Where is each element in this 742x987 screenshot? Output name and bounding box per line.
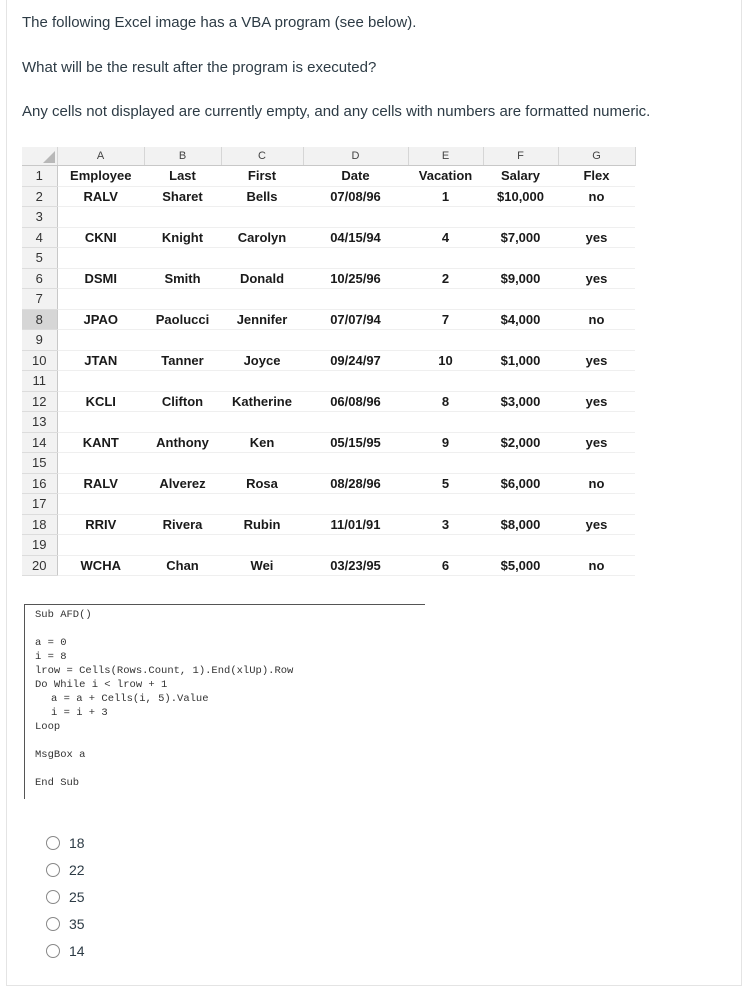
sheet-cell: RALV	[57, 186, 144, 207]
sheet-cell: $9,000	[483, 268, 558, 289]
sheet-cell: Clifton	[144, 391, 221, 412]
sheet-cell	[221, 453, 303, 474]
sheet-row	[22, 166, 635, 187]
sheet-cell	[303, 330, 408, 351]
sheet-row	[22, 289, 635, 310]
answer-option-1[interactable]	[46, 833, 85, 853]
sheet-row	[22, 227, 635, 248]
sheet-cell: $8,000	[483, 514, 558, 535]
sheet-cell	[558, 412, 635, 433]
sheet-cell	[483, 535, 558, 556]
row-header: 13	[22, 412, 57, 433]
sheet-cell: yes	[558, 432, 635, 453]
sheet-cell	[558, 535, 635, 556]
row-header: 6	[22, 268, 57, 289]
row-header: 3	[22, 207, 57, 228]
sheet-row	[22, 186, 635, 207]
sheet-cell	[483, 248, 558, 269]
sheet-cell: RRIV	[57, 514, 144, 535]
sheet-cell	[57, 371, 144, 392]
sheet-cell	[57, 330, 144, 351]
sheet-cell	[57, 248, 144, 269]
sheet-cell: 10/25/96	[303, 268, 408, 289]
question-line-3: Any cells not displayed are currently empty, and any cells with numbers are formatted numeric.	[22, 103, 651, 120]
sheet-row	[22, 391, 635, 412]
sheet-cell	[144, 453, 221, 474]
sheet-cell	[408, 330, 483, 351]
row-header: 1	[22, 166, 57, 187]
sheet-cell	[144, 535, 221, 556]
sheet-cell	[57, 207, 144, 228]
sheet-cell: $3,000	[483, 391, 558, 412]
sheet-cell: WCHA	[57, 555, 144, 576]
sheet-cell: 07/08/96	[303, 186, 408, 207]
sheet-cell	[558, 453, 635, 474]
sheet-cell: yes	[558, 268, 635, 289]
sheet-cell	[221, 248, 303, 269]
sheet-cell: $2,000	[483, 432, 558, 453]
column-header-d: D	[303, 147, 408, 166]
sheet-cell	[483, 453, 558, 474]
sheet-cell	[408, 207, 483, 228]
sheet-cell	[483, 371, 558, 392]
sheet-cell: KCLI	[57, 391, 144, 412]
sheet-cell	[144, 289, 221, 310]
vba-code-image	[24, 604, 425, 799]
sheet-cell	[144, 207, 221, 228]
sheet-cell: 6	[408, 555, 483, 576]
sheet-cell	[144, 371, 221, 392]
sheet-cell: 8	[408, 391, 483, 412]
header-cell: Employee	[57, 166, 144, 187]
sheet-cell: 06/08/96	[303, 391, 408, 412]
sheet-cell	[221, 371, 303, 392]
header-cell: Flex	[558, 166, 635, 187]
sheet-cell: Jennifer	[221, 309, 303, 330]
sheet-row	[22, 535, 635, 556]
sheet-cell: CKNI	[57, 227, 144, 248]
sheet-cell	[303, 453, 408, 474]
sheet-cell: Paolucci	[144, 309, 221, 330]
sheet-cell	[303, 494, 408, 515]
radio-button[interactable]	[46, 836, 60, 850]
sheet-cell: Alverez	[144, 473, 221, 494]
sheet-row	[22, 207, 635, 228]
column-header-f: F	[483, 147, 558, 166]
radio-button[interactable]	[46, 890, 60, 904]
sheet-row	[22, 555, 635, 576]
sheet-cell: Sharet	[144, 186, 221, 207]
sheet-row	[22, 350, 635, 371]
sheet-cell	[408, 289, 483, 310]
sheet-cell: yes	[558, 350, 635, 371]
sheet-cell: 3	[408, 514, 483, 535]
row-header: 20	[22, 555, 57, 576]
sheet-row	[22, 514, 635, 535]
code-line: lrow = Cells(Rows.Count, 1).End(xlUp).Row	[35, 665, 294, 677]
sheet-cell	[483, 207, 558, 228]
sheet-cell	[144, 330, 221, 351]
row-header: 7	[22, 289, 57, 310]
sheet-cell: $7,000	[483, 227, 558, 248]
sheet-cell: Knight	[144, 227, 221, 248]
sheet-cell: no	[558, 473, 635, 494]
sheet-cell: Bells	[221, 186, 303, 207]
row-header: 10	[22, 350, 57, 371]
row-header: 5	[22, 248, 57, 269]
row-header: 15	[22, 453, 57, 474]
sheet-cell	[303, 289, 408, 310]
sheet-cell	[144, 412, 221, 433]
sheet-cell: Anthony	[144, 432, 221, 453]
option-label: 22	[69, 862, 85, 878]
sheet-row	[22, 248, 635, 269]
sheet-cell: RALV	[57, 473, 144, 494]
sheet-cell	[408, 453, 483, 474]
sheet-row	[22, 268, 635, 289]
sheet-cell: 2	[408, 268, 483, 289]
sheet-cell	[303, 412, 408, 433]
sheet-cell	[144, 494, 221, 515]
sheet-row	[22, 453, 635, 474]
row-header: 14	[22, 432, 57, 453]
row-header: 16	[22, 473, 57, 494]
sheet-cell: Ken	[221, 432, 303, 453]
option-label: 14	[69, 943, 85, 959]
code-line: Loop	[35, 721, 61, 733]
sheet-row	[22, 412, 635, 433]
sheet-cell	[57, 535, 144, 556]
row-header: 9	[22, 330, 57, 351]
sheet-cell: yes	[558, 227, 635, 248]
sheet-cell	[408, 412, 483, 433]
sheet-cell: Rubin	[221, 514, 303, 535]
sheet-cell: no	[558, 186, 635, 207]
sheet-row	[22, 309, 635, 330]
sheet-cell: Joyce	[221, 350, 303, 371]
row-header: 18	[22, 514, 57, 535]
sheet-cell	[303, 535, 408, 556]
sheet-cell: yes	[558, 391, 635, 412]
radio-button[interactable]	[46, 863, 60, 877]
row-header: 12	[22, 391, 57, 412]
sheet-cell: $5,000	[483, 555, 558, 576]
sheet-cell	[558, 494, 635, 515]
code-line: i = i + 3	[51, 707, 108, 719]
code-line: a = 0	[35, 637, 67, 649]
sheet-cell	[57, 494, 144, 515]
sheet-cell: no	[558, 555, 635, 576]
sheet-cell: $4,000	[483, 309, 558, 330]
radio-button[interactable]	[46, 917, 60, 931]
sheet-cell	[558, 330, 635, 351]
question-line-1: The following Excel image has a VBA program (see below).	[22, 14, 417, 31]
sheet-cell	[558, 289, 635, 310]
sheet-cell	[57, 453, 144, 474]
row-header: 4	[22, 227, 57, 248]
sheet-cell	[408, 371, 483, 392]
sheet-cell	[221, 535, 303, 556]
sheet-cell: Carolyn	[221, 227, 303, 248]
sheet-cell	[483, 494, 558, 515]
code-line: Do While i < lrow + 1	[35, 679, 168, 691]
sheet-cell	[408, 248, 483, 269]
sheet-cell	[558, 207, 635, 228]
sheet-cell: 10	[408, 350, 483, 371]
sheet-cell: Tanner	[144, 350, 221, 371]
column-header-g: G	[558, 147, 635, 166]
sheet-row	[22, 494, 635, 515]
sheet-cell	[221, 330, 303, 351]
column-header-row	[22, 147, 635, 166]
option-label: 25	[69, 889, 85, 905]
sheet-cell: JPAO	[57, 309, 144, 330]
sheet-row	[22, 473, 635, 494]
row-header: 11	[22, 371, 57, 392]
answer-option-3[interactable]	[46, 887, 85, 907]
row-header: 8	[22, 309, 57, 330]
excel-sheet-image	[22, 147, 636, 576]
sheet-cell: $10,000	[483, 186, 558, 207]
sheet-cell: Wei	[221, 555, 303, 576]
sheet-cell: $6,000	[483, 473, 558, 494]
code-line: Sub AFD()	[35, 609, 92, 621]
select-all-corner	[22, 147, 57, 166]
sheet-cell: 9	[408, 432, 483, 453]
sheet-cell	[303, 371, 408, 392]
sheet-cell: 05/15/95	[303, 432, 408, 453]
sheet-cell: JTAN	[57, 350, 144, 371]
option-label: 18	[69, 835, 85, 851]
sheet-cell: 08/28/96	[303, 473, 408, 494]
sheet-cell: $1,000	[483, 350, 558, 371]
sheet-cell: Katherine	[221, 391, 303, 412]
sheet-cell: 11/01/91	[303, 514, 408, 535]
sheet-cell	[57, 412, 144, 433]
question-line-2: What will be the result after the program is executed?	[22, 59, 377, 76]
sheet-row	[22, 330, 635, 351]
sheet-cell: DSMI	[57, 268, 144, 289]
header-cell: Last	[144, 166, 221, 187]
sheet-cell: Smith	[144, 268, 221, 289]
sheet-cell	[303, 248, 408, 269]
sheet-cell	[221, 207, 303, 228]
column-header-b: B	[144, 147, 221, 166]
column-header-c: C	[221, 147, 303, 166]
sheet-cell: 07/07/94	[303, 309, 408, 330]
sheet-cell	[483, 289, 558, 310]
answer-option-4[interactable]	[46, 914, 85, 934]
code-line: End Sub	[35, 777, 80, 789]
answer-option-5[interactable]	[46, 941, 85, 961]
code-line: i = 8	[35, 651, 67, 663]
sheet-cell	[57, 289, 144, 310]
sheet-cell: Rosa	[221, 473, 303, 494]
code-line: MsgBox a	[35, 749, 86, 761]
sheet-cell	[221, 289, 303, 310]
sheet-cell	[408, 494, 483, 515]
sheet-cell	[408, 535, 483, 556]
radio-button[interactable]	[46, 944, 60, 958]
sheet-cell	[483, 330, 558, 351]
sheet-cell: 1	[408, 186, 483, 207]
sheet-cell: KANT	[57, 432, 144, 453]
column-header-e: E	[408, 147, 483, 166]
header-cell: First	[221, 166, 303, 187]
option-label: 35	[69, 916, 85, 932]
sheet-cell: no	[558, 309, 635, 330]
sheet-cell: Rivera	[144, 514, 221, 535]
row-header: 17	[22, 494, 57, 515]
sheet-cell: 03/23/95	[303, 555, 408, 576]
row-header: 2	[22, 186, 57, 207]
sheet-cell: 7	[408, 309, 483, 330]
sheet-cell: 5	[408, 473, 483, 494]
sheet-cell	[303, 207, 408, 228]
header-cell: Vacation	[408, 166, 483, 187]
row-header: 19	[22, 535, 57, 556]
sheet-cell	[483, 412, 558, 433]
sheet-cell: 04/15/94	[303, 227, 408, 248]
sheet-cell: Donald	[221, 268, 303, 289]
answer-option-2[interactable]	[46, 860, 85, 880]
sheet-row	[22, 371, 635, 392]
sheet-row	[22, 432, 635, 453]
header-cell: Date	[303, 166, 408, 187]
sheet-cell	[221, 494, 303, 515]
header-cell: Salary	[483, 166, 558, 187]
sheet-cell: yes	[558, 514, 635, 535]
sheet-cell: 09/24/97	[303, 350, 408, 371]
column-header-a: A	[57, 147, 144, 166]
code-line: a = a + Cells(i, 5).Value	[51, 693, 209, 705]
sheet-cell: Chan	[144, 555, 221, 576]
sheet-cell	[558, 248, 635, 269]
sheet-cell	[221, 412, 303, 433]
sheet-cell: 4	[408, 227, 483, 248]
sheet-cell	[558, 371, 635, 392]
sheet-cell	[144, 248, 221, 269]
